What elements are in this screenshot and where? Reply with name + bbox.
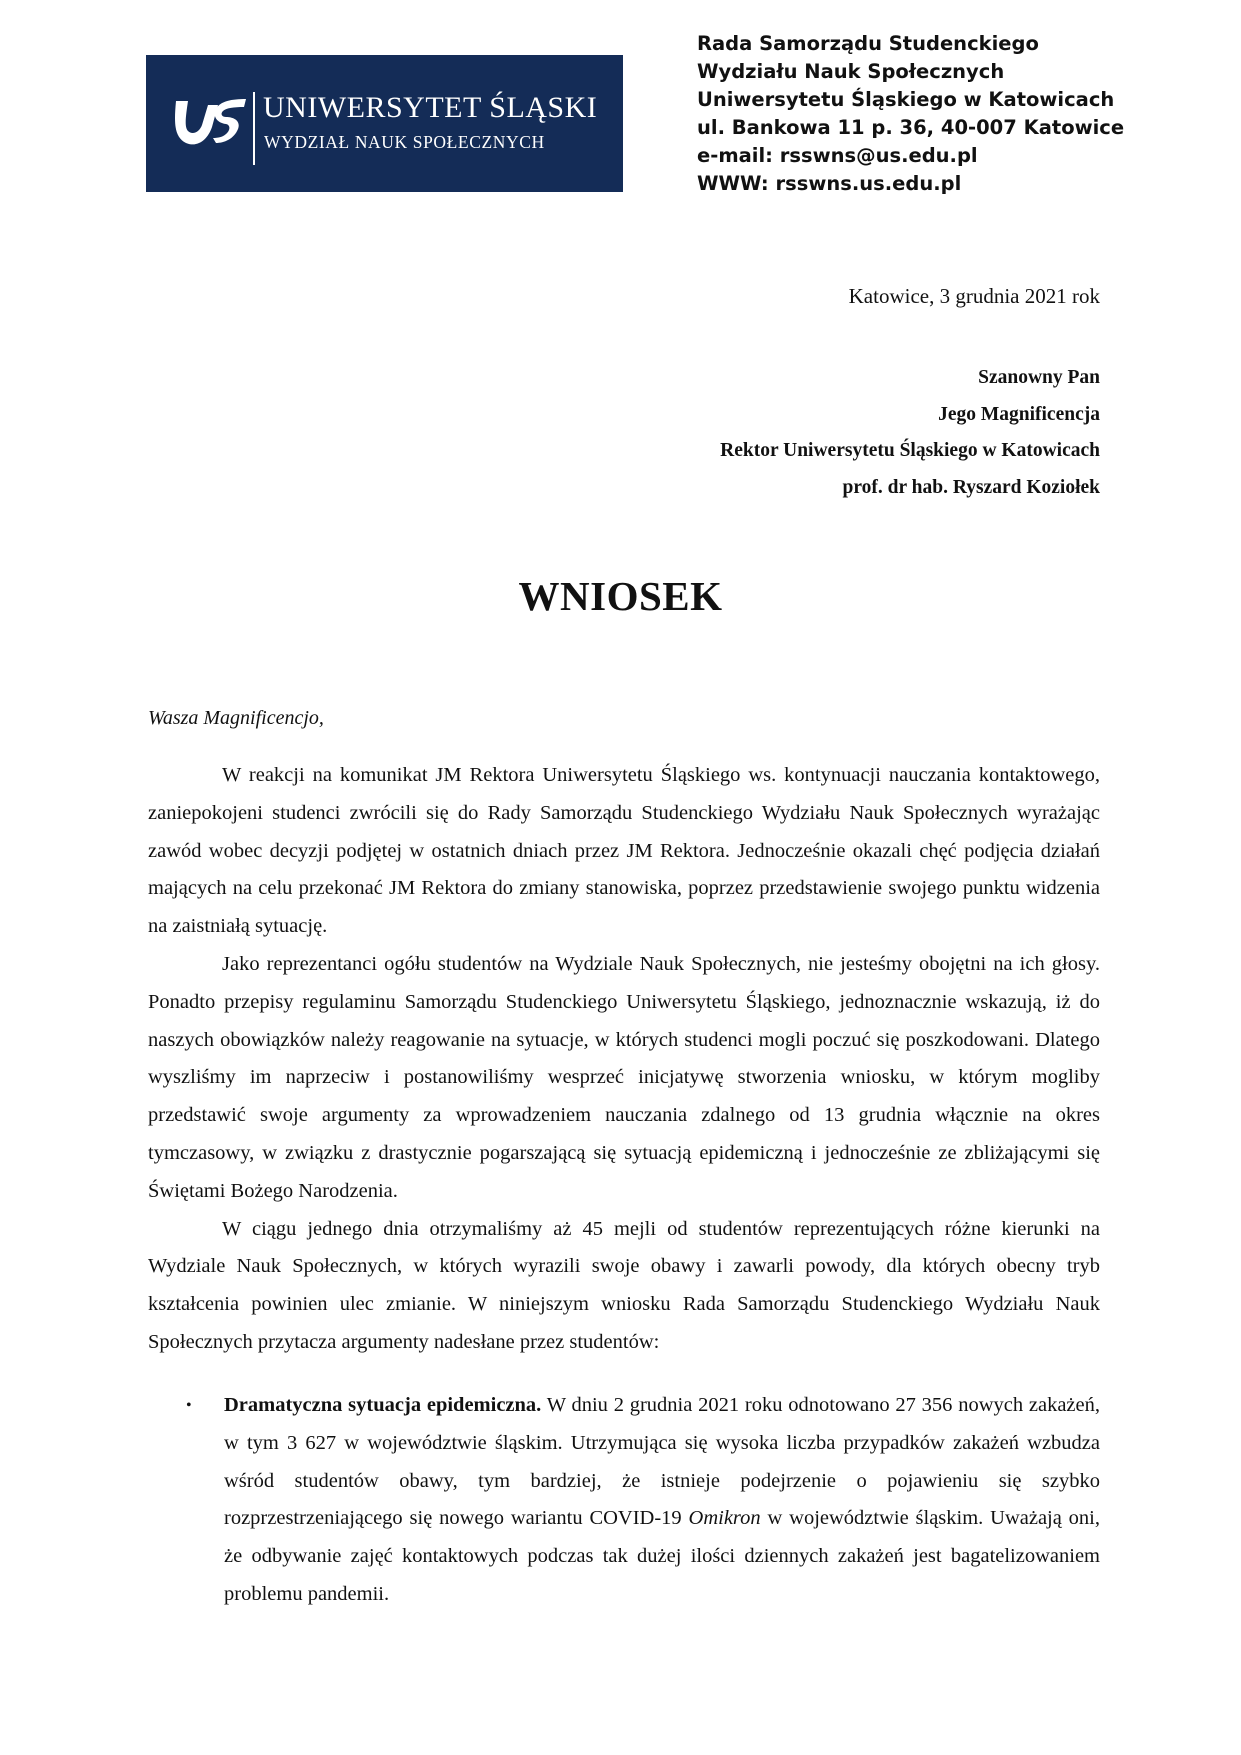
logo-divider (253, 92, 255, 165)
sender-line: Wydziału Nauk Społecznych (697, 60, 1005, 83)
argument-item (148, 1387, 1100, 1614)
body-paragraph: W reakcji na komunikat JM Rektora Uniwersytetu Śląskiego ws. kontynuacji nauczania kontaktowego, zaniepokojeni studenci zwrócili się do Rady Samorządu Studenckiego Wydziału Nauk Społecznych wyrażając zawód wobec decyzji podjętej w ostatnich dniach przez JM Rektora. Jednocześnie okazali chęć podjęcia działań mających na celu przekonać JM Rektora do zmiany stanowiska, poprzez przedstawienie swojego punktu widzenia na zaistniałą sytuację. (148, 764, 1100, 938)
sender-line: ul. Bankowa 11 p. 36, 40-007 Katowice (697, 116, 1125, 139)
addressee-block (720, 360, 1100, 506)
argument-text: W dniu 2 grudnia 2021 roku odnotowano 27 356 nowych zakażeń, w tym 3 627 w województwie śląskim. Utrzymująca się wysoka liczba przypadków zakażeń wzbudza wśród studentów obawy, tym bardziej, że istnieje podejrzenie o pojawieniu się szybko rozprzestrzeniającego się nowego wariantu COVID-19 (224, 1394, 1101, 1530)
addressee-line: Rektor Uniwersytetu Śląskiego w Katowicach (720, 440, 1100, 461)
logo-university-name: UNIWERSYTET ŚLĄSKI (263, 91, 598, 124)
variant-name: Omikron (688, 1507, 761, 1530)
addressee-line: Szanowny Pan (978, 367, 1100, 388)
addressee-line: prof. dr hab. Ryszard Koziołek (842, 476, 1100, 498)
logo-faculty-name: WYDZIAŁ NAUK SPOŁECZNYCH (264, 132, 545, 152)
body-paragraph: W ciągu jednego dnia otrzymaliśmy aż 45 mejli od studentów reprezentujących różne kierunki na Wydziale Nauk Społecznych, w których wyrazili swoje obawy i zawarli powody, dla których obecny tryb kształcenia powinien ulec zmianie. W niniejszym wniosku Rada Samorządu Studenckiego Wydziału Nauk Społecznych przytacza argumenty nadesłane przez studentów: (148, 1217, 1100, 1353)
sender-website: WWW: rsswns.us.edu.pl (697, 172, 962, 195)
university-logo (146, 55, 623, 192)
argument-heading: Dramatyczna sytuacja epidemiczna. (224, 1394, 542, 1416)
letter-date: Katowice, 3 grudnia 2021 rok (848, 284, 1100, 308)
document-title: WNIOSEK (518, 573, 723, 619)
salutation: Wasza Magnificencjo, (148, 707, 324, 729)
body-paragraph: Jako reprezentanci ogółu studentów na Wydziale Nauk Społecznych, nie jesteśmy obojętni na ich głosy. Ponadto przepisy regulaminu Samorządu Studenckiego Uniwersytetu Śląskiego, jednoznacznie wskazują, iż do naszych obowiązków należy reagowanie na sytuacje, w których studenci mogli poczuć się poszkodowani. Dlatego wyszliśmy im naprzeciw i postanowiliśmy wesprzeć inicjatywę stworzenia wniosku, w którym mogliby przedstawić swoje argumenty za wprowadzeniem nauczania zdalnego od 13 grudnia włącznie na okres tymczasowy, w związku z drastycznie pogarszającą się sytuacją epidemiczną i jednocześnie ze zbliżającymi się Świętami Bożego Narodzenia. (148, 952, 1100, 1202)
letter-body (148, 757, 1100, 1362)
addressee-line: Jego Magnificencja (938, 403, 1100, 425)
sender-email: e-mail: rsswns@us.edu.pl (697, 144, 978, 167)
bullet-icon: • (186, 1397, 192, 1414)
sender-line: Rada Samorządu Studenckiego (697, 32, 1039, 55)
sender-address (697, 30, 1124, 198)
argument-text-end: w województwie śląskim. Uważają oni, że odbywanie zajęć kontaktowych podczas tak dużej ilości dziennych zakażeń jest bagatelizowaniem problemu pandemii. (224, 1507, 1100, 1605)
argument-list (148, 1387, 1100, 1614)
university-us-logo-icon (168, 93, 248, 153)
sender-line: Uniwersytetu Śląskiego w Katowicach (697, 88, 1115, 111)
